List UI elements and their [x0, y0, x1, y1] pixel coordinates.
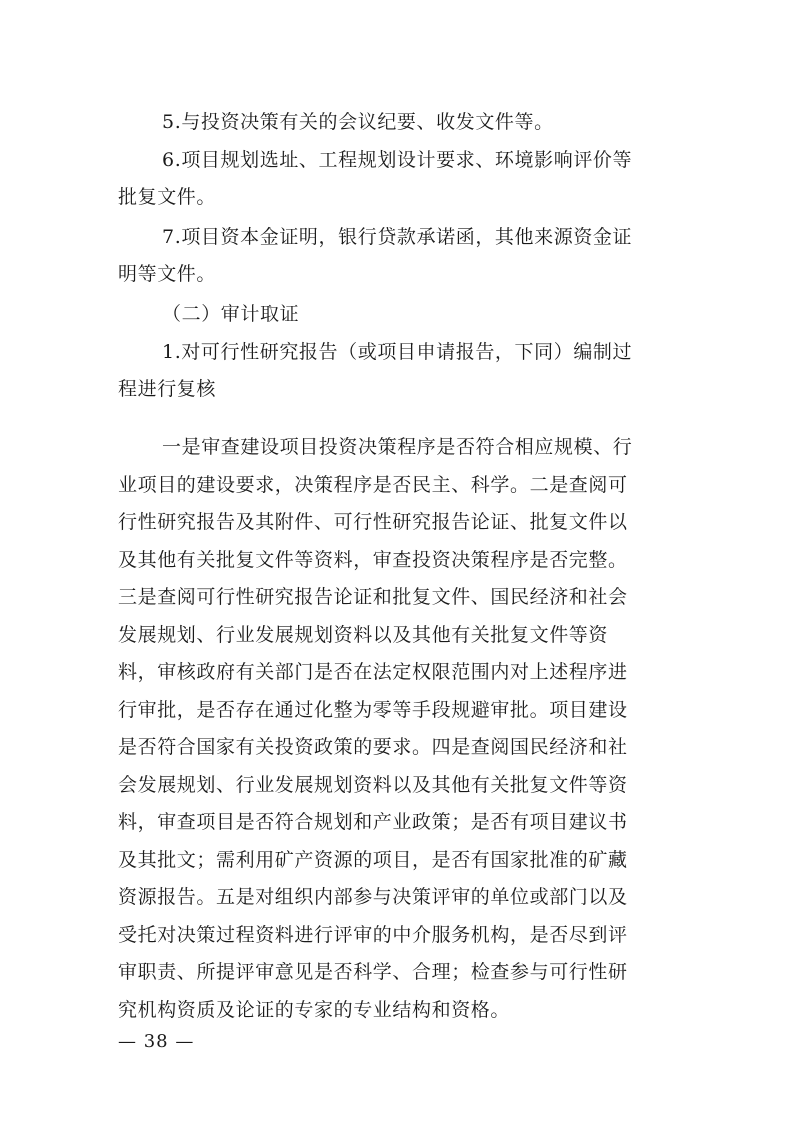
list-item-6-line-1: 6.项目规划选址、工程规划设计要求、环境影响评价等 — [162, 149, 633, 171]
body-line: 是否符合国家有关投资政策的要求。四是查阅国民经济和社 — [118, 736, 628, 758]
body-line: 究机构资质及论证的专家的专业结构和资格。 — [118, 998, 511, 1021]
body-line: 料，审核政府有关部门是否在法定权限范围内对上述程序进 — [118, 661, 628, 683]
section-heading: （二）审计取证 — [162, 303, 300, 325]
list-item-5: 5.与投资决策有关的会议纪要、收发文件等。 — [162, 111, 554, 133]
body-line: 审职责、所提评审意见是否科学、合理；检查参与可行性研 — [118, 961, 628, 983]
page-number: — 38 — — [118, 1031, 195, 1052]
body-line: 行审批，是否存在通过化整为零等手段规避审批。项目建设 — [118, 698, 628, 721]
body-line: 三是查阅可行性研究报告论证和批复文件、国民经济和社会 — [118, 586, 628, 608]
body-line: 会发展规划、行业发展规划资料以及其他有关批复文件等资 — [118, 773, 628, 796]
body-line: 资源报告。五是对组织内部参与决策评审的单位或部门以及 — [118, 886, 628, 908]
subsection-1-line-1: 1.对可行性研究报告（或项目申请报告，下同）编制过 — [162, 341, 633, 363]
body-line: 及其批文；需利用矿产资源的项目，是否有国家批准的矿藏 — [118, 848, 628, 871]
body-line: 业项目的建设要求，决策程序是否民主、科学。二是查阅可 — [118, 473, 628, 496]
body-line: 及其他有关批复文件等资料，审查投资决策程序是否完整。 — [118, 548, 628, 571]
list-item-7-line-1: 7.项目资本金证明，银行贷款承诺函，其他来源资金证 — [162, 226, 633, 248]
list-item-7-line-2: 明等文件。 — [118, 263, 217, 285]
body-line: 一是审查建设项目投资决策程序是否符合相应规模、行 — [162, 436, 633, 458]
body-line: 料，审查项目是否符合规划和产业政策；是否有项目建议书 — [118, 811, 628, 833]
body-line: 发展规划、行业发展规划资料以及其他有关批复文件等资 — [118, 623, 609, 646]
body-line: 行性研究报告及其附件、可行性研究报告论证、批复文件以 — [118, 511, 628, 533]
subsection-1-line-2: 程进行复核 — [118, 378, 217, 400]
body-line: 受托对决策过程资料进行评审的中介服务机构，是否尽到评 — [118, 923, 628, 946]
list-item-6-line-2: 批复文件。 — [118, 186, 217, 208]
